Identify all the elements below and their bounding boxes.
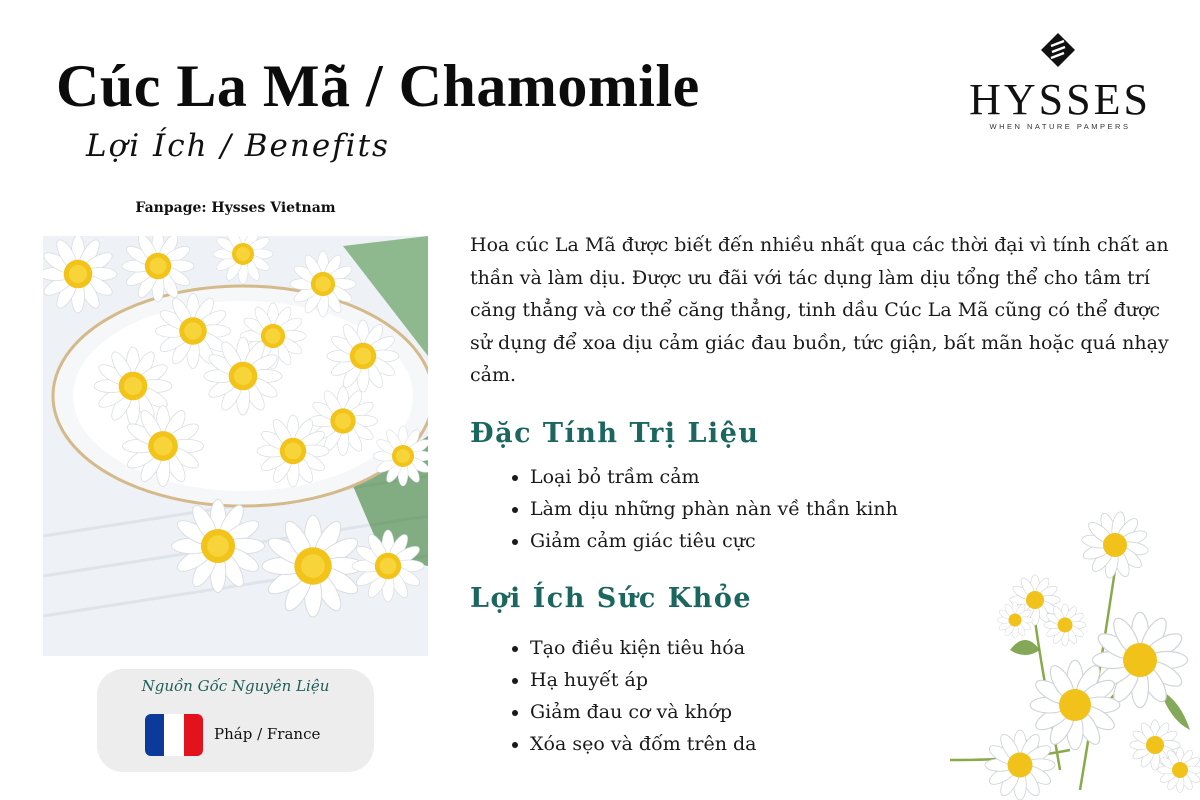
brand-tagline: WHEN NATURE PAMPERS [989,122,1131,131]
list-item: • Xóa sẹo và đốm trên da [530,728,756,760]
france-flag-icon [145,714,203,756]
list-item: • Giảm cảm giác tiêu cực [530,525,898,557]
page-subtitle: Lợi Ích / Benefits [86,128,390,164]
list-item: • Loại bỏ trầm cảm [530,461,898,493]
list-item: • Giảm đau cơ và khớp [530,696,756,728]
section-title-therapeutic: Đặc Tính Trị Liệu [470,418,760,449]
fanpage-label: Fanpage: Hysses Vietnam [135,200,336,216]
origin-value: Pháp / France [214,725,321,743]
intro-paragraph: Hoa cúc La Mã được biết đến nhiều nhất qua các thời đại vì tính chất an thần và làm dịu. Được ưu đãi với tác dụng làm dịu tổng thể cho tâm trí căng thẳng và cơ thể căng thẳng, tinh dầu Cúc La Mã cũng có thể được sử dụng để xoa dịu cảm giác đau buồn, tức giận, bất mãn hoặc quá nhạy cảm. [470,234,1169,386]
brand-mark-icon [1040,32,1076,68]
page-title: Cúc La Mã / Chamomile [56,53,700,119]
therapeutic-list [470,461,898,557]
origin-label: Nguồn Gốc Nguyên Liệu [141,677,330,695]
brand-logo [962,32,1158,136]
brand-name: HYSSES [969,75,1151,124]
chamomile-image-icon [43,236,428,656]
list-item: • Hạ huyết áp [530,664,756,696]
section-title-health: Lợi Ích Sức Khỏe [470,583,753,614]
health-list [470,632,756,760]
list-item: • Làm dịu những phàn nàn về thần kinh [530,493,898,525]
list-item: • Tạo điều kiện tiêu hóa [530,632,756,664]
origin-card [97,669,374,772]
chamomile-decoration-icon [940,510,1200,800]
chamomile-photo [43,236,428,656]
